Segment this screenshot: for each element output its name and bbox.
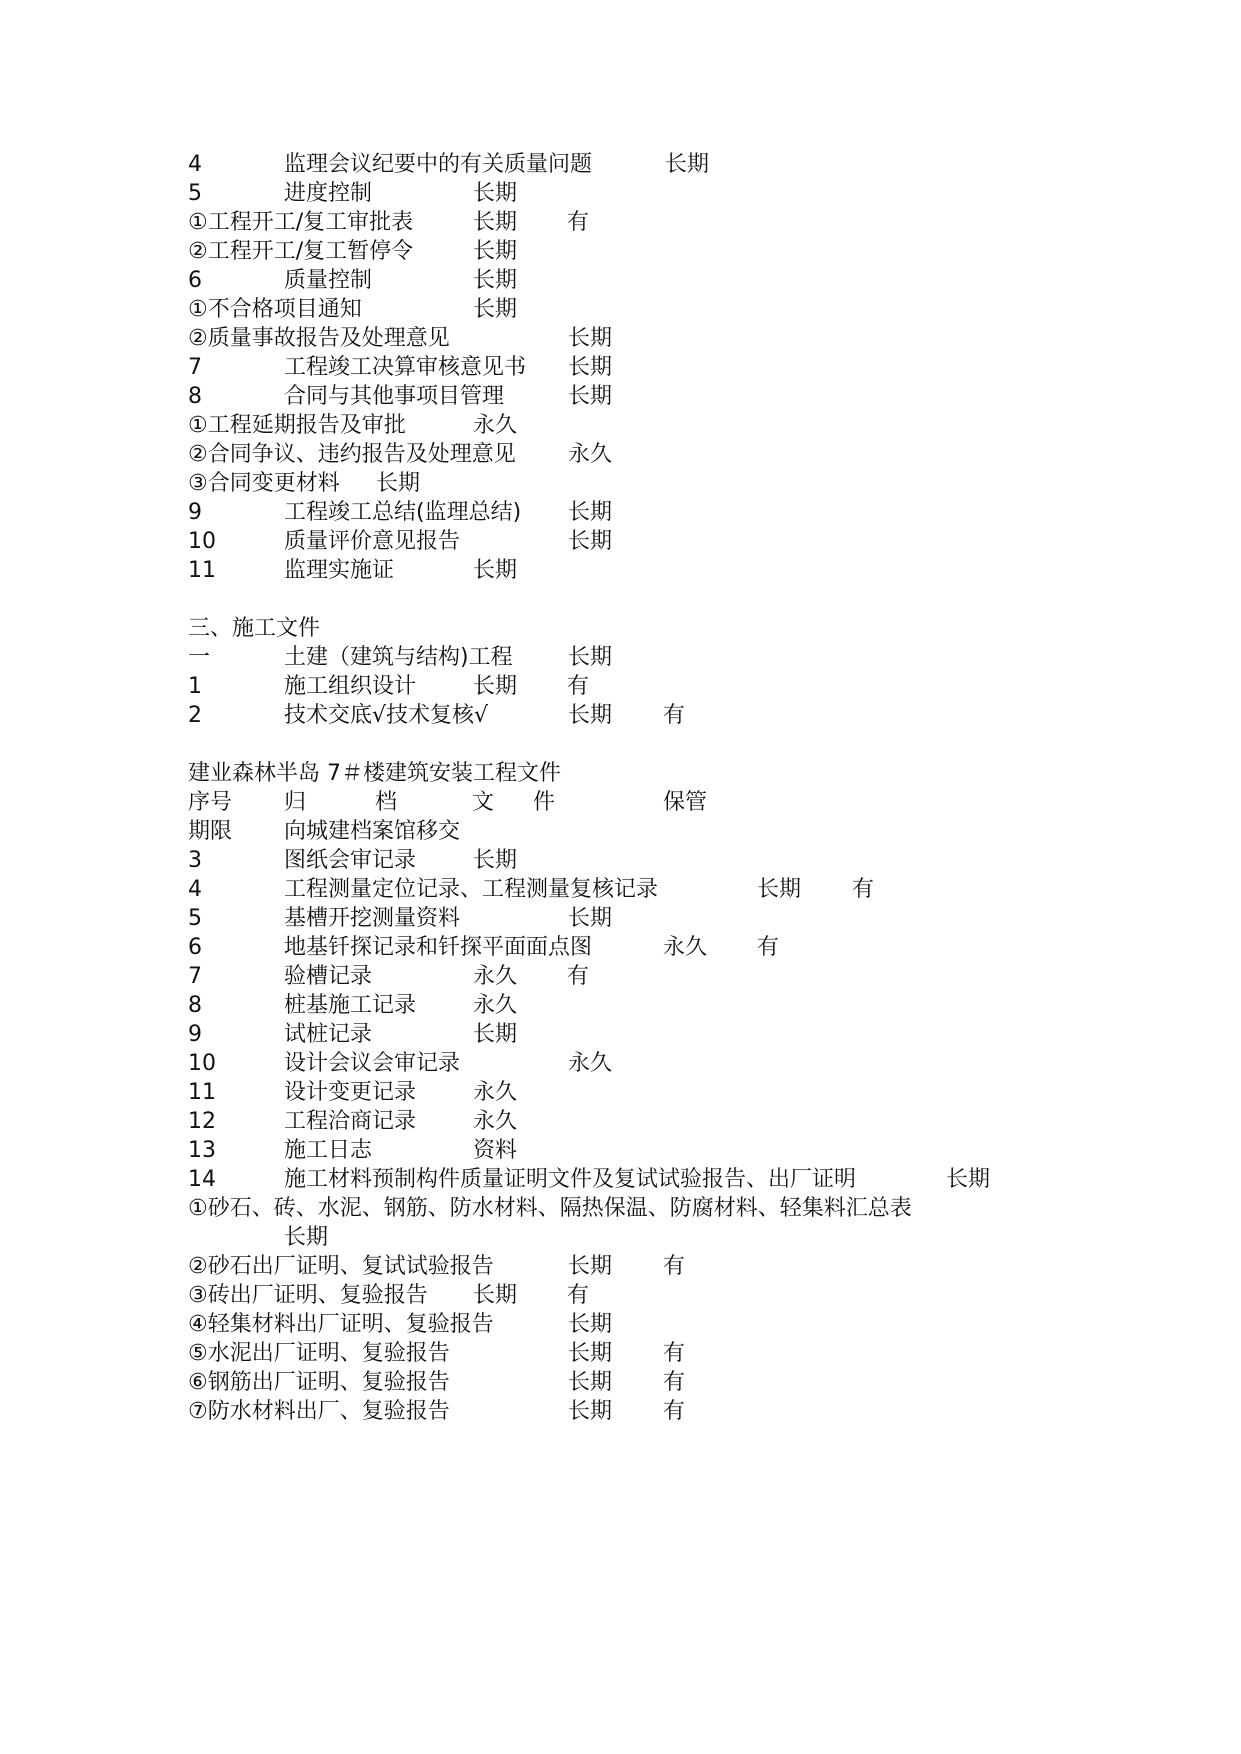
line-segment: 保管 [663, 790, 708, 815]
line-segment: 3 [188, 848, 202, 873]
line-segment: 8 [188, 384, 202, 409]
line-segment: 长期 [473, 297, 518, 322]
line-segment: 长期 [568, 1254, 613, 1279]
line-segment: 长期 [473, 674, 518, 699]
line-segment: 长期 [473, 558, 518, 583]
line-segment: 桩基施工记录 [284, 993, 417, 1018]
line-segment: 质量评价意见报告 [284, 529, 461, 554]
line-segment: 长期 [284, 1225, 329, 1250]
line-segment: 地基钎探记录和钎探平面面点图 [284, 935, 593, 960]
line-segment: 2 [188, 703, 202, 728]
line-segment: 建业森林半岛 7＃楼建筑安装工程文件 [188, 761, 561, 786]
line-segment: 永久 [473, 1109, 518, 1134]
line-segment: 永久 [473, 993, 518, 1018]
line-segment: ②质量事故报告及处理意见 [188, 326, 450, 351]
line-segment: 长期 [568, 703, 613, 728]
line-segment: 有 [663, 1370, 686, 1395]
line-segment: 有 [663, 1341, 686, 1366]
text-line [0, 1395, 1241, 1428]
line-segment: 有 [663, 1254, 686, 1279]
line-segment: 14 [188, 1167, 216, 1192]
line-segment: 永久 [568, 1051, 613, 1076]
line-segment: 长期 [757, 877, 802, 902]
line-segment: ②合同争议、违约报告及处理意见 [188, 442, 516, 467]
line-segment: ③砖出厂证明、复验报告 [188, 1283, 428, 1308]
line-segment: 合同与其他事项目管理 [284, 384, 505, 409]
line-segment: 技术交底√技术复核√ [284, 703, 489, 728]
line-segment: 件 [533, 790, 556, 815]
line-segment: 有 [567, 964, 590, 989]
line-segment: 4 [188, 877, 202, 902]
line-segment: 档 [375, 790, 398, 815]
line-segment: 永久 [473, 413, 518, 438]
line-segment: 13 [188, 1138, 216, 1163]
line-segment: 长期 [473, 181, 518, 206]
line-segment: 施工组织设计 [284, 674, 417, 699]
line-segment: 有 [567, 1283, 590, 1308]
line-segment: 10 [188, 529, 216, 554]
line-segment: 有 [757, 935, 780, 960]
line-segment: 长期 [946, 1167, 991, 1192]
line-segment: 向城建档案馆移交 [284, 819, 461, 844]
line-segment: ②砂石出厂证明、复试试验报告 [188, 1254, 494, 1279]
line-segment: 长期 [473, 848, 518, 873]
line-segment: 9 [188, 1022, 202, 1047]
line-segment: ①砂石、砖、水泥、钢筋、防水材料、隔热保温、防腐材料、轻集料汇总表 [188, 1196, 912, 1221]
line-segment: 一 [188, 645, 211, 670]
line-segment: 长期 [568, 1399, 613, 1424]
line-segment: 永久 [663, 935, 708, 960]
line-segment: 永久 [568, 442, 613, 467]
line-segment: 设计变更记录 [284, 1080, 417, 1105]
line-segment: 有 [567, 210, 590, 235]
line-segment: 文 [472, 790, 495, 815]
line-segment: 6 [188, 268, 202, 293]
line-segment: 8 [188, 993, 202, 1018]
line-segment: 施工材料预制构件质量证明文件及复试试验报告、出厂证明 [284, 1167, 857, 1192]
line-segment: 土建（建筑与结构)工程 [284, 645, 513, 670]
line-segment: 长期 [568, 384, 613, 409]
line-segment: 归 [284, 790, 307, 815]
line-segment: ①不合格项目通知 [188, 297, 362, 322]
line-segment: 7 [188, 964, 202, 989]
line-segment: 10 [188, 1051, 216, 1076]
line-segment: 工程测量定位记录、工程测量复核记录 [284, 877, 659, 902]
line-segment: 永久 [473, 964, 518, 989]
line-segment: 有 [852, 877, 875, 902]
line-segment: 5 [188, 181, 202, 206]
line-segment: 验槽记录 [284, 964, 373, 989]
text-line [0, 699, 1241, 732]
line-segment: 长期 [568, 1341, 613, 1366]
line-segment: 长期 [568, 500, 613, 525]
line-segment: 长期 [568, 1312, 613, 1337]
line-segment: 工程洽商记录 [284, 1109, 417, 1134]
line-segment: 有 [663, 703, 686, 728]
line-segment: 有 [567, 674, 590, 699]
line-segment: 11 [188, 558, 216, 583]
line-segment: 12 [188, 1109, 216, 1134]
line-segment: 4 [188, 152, 202, 177]
line-segment: ⑤水泥出厂证明、复验报告 [188, 1341, 450, 1366]
line-segment: ①工程开工/复工审批表 [188, 210, 414, 235]
line-segment: 监理实施证 [284, 558, 395, 583]
line-segment: 长期 [568, 326, 613, 351]
line-segment: 施工日志 [284, 1138, 373, 1163]
line-segment: ②工程开工/复工暂停令 [188, 239, 414, 264]
line-segment: 长期 [473, 268, 518, 293]
line-segment: 资料 [473, 1138, 518, 1163]
line-segment: 工程竣工决算审核意见书 [284, 355, 527, 380]
line-segment: 长期 [376, 471, 421, 496]
line-segment: 9 [188, 500, 202, 525]
line-segment: 永久 [473, 1080, 518, 1105]
line-segment: ④轻集材料出厂证明、复验报告 [188, 1312, 494, 1337]
line-segment: 监理会议纪要中的有关质量问题 [284, 152, 593, 177]
line-segment: 基槽开挖测量资料 [284, 906, 461, 931]
line-segment: 试桩记录 [284, 1022, 373, 1047]
line-segment: 长期 [473, 210, 518, 235]
line-segment: 工程竣工总结(监理总结) [284, 500, 522, 525]
line-segment: 进度控制 [284, 181, 373, 206]
line-segment: ⑦防水材料出厂、复验报告 [188, 1399, 450, 1424]
line-segment: 长期 [568, 645, 613, 670]
line-segment: 长期 [473, 1022, 518, 1047]
line-segment: 长期 [568, 1370, 613, 1395]
line-segment: 长期 [568, 906, 613, 931]
line-segment: 11 [188, 1080, 216, 1105]
line-segment: 序号 [188, 790, 233, 815]
line-segment: 1 [188, 674, 202, 699]
line-segment: 5 [188, 906, 202, 931]
line-segment: ①工程延期报告及审批 [188, 413, 406, 438]
line-segment: ③合同变更材料 [188, 471, 340, 496]
line-segment: 设计会议会审记录 [284, 1051, 461, 1076]
line-segment: 期限 [188, 819, 233, 844]
line-segment: 长期 [568, 355, 613, 380]
line-segment: 6 [188, 935, 202, 960]
line-segment: ⑥钢筋出厂证明、复验报告 [188, 1370, 450, 1395]
line-segment: 7 [188, 355, 202, 380]
line-segment: 图纸会审记录 [284, 848, 417, 873]
line-segment: 长期 [665, 152, 710, 177]
line-segment: 长期 [473, 1283, 518, 1308]
line-segment: 三、施工文件 [188, 616, 321, 641]
line-segment: 长期 [568, 529, 613, 554]
line-segment: 质量控制 [284, 268, 373, 293]
text-line [0, 554, 1241, 587]
line-segment: 长期 [473, 239, 518, 264]
line-segment: 有 [663, 1399, 686, 1424]
